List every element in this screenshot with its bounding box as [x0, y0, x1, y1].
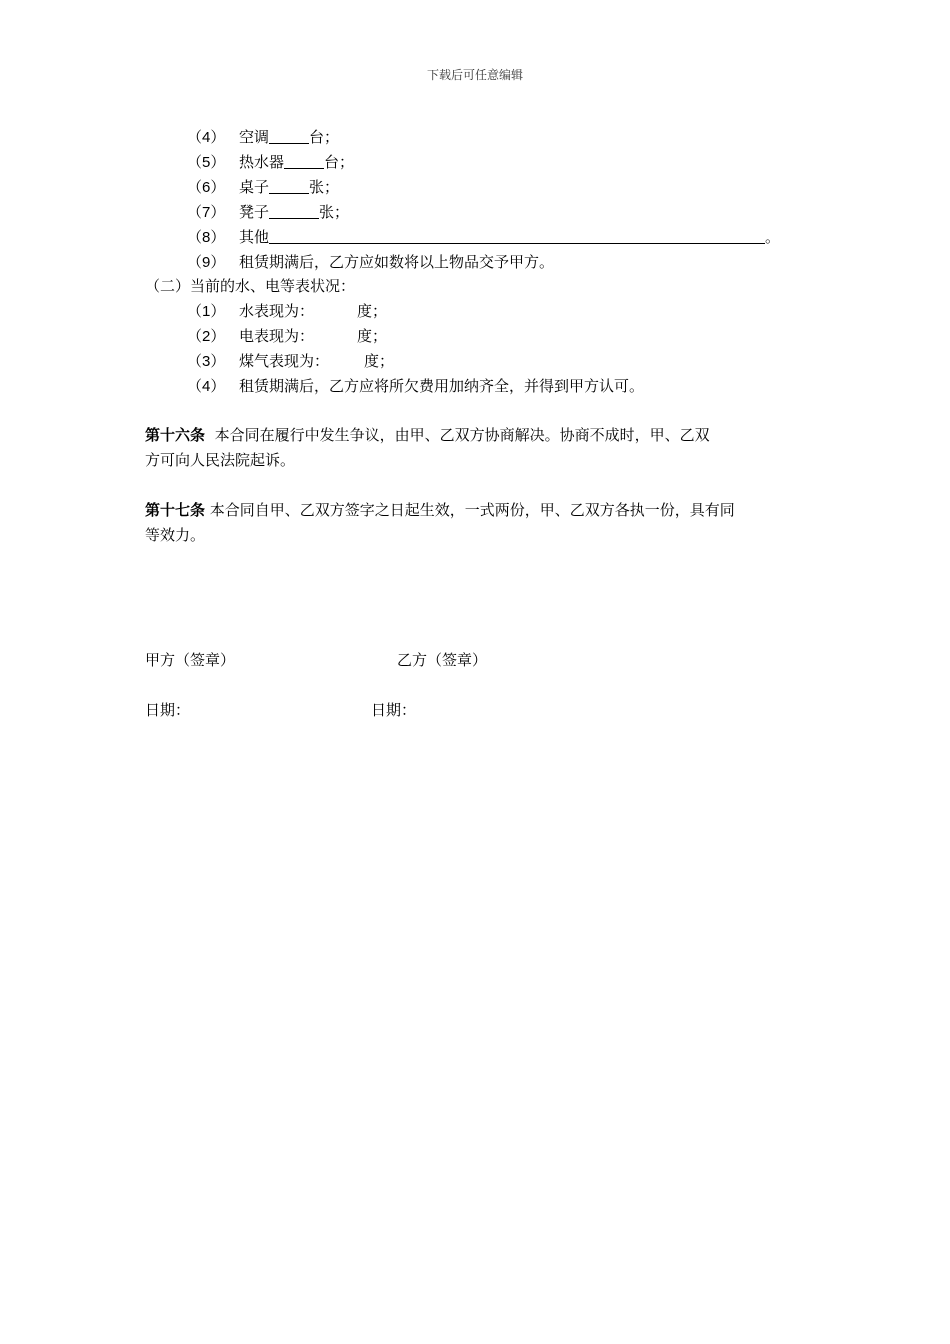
item-label: 租赁期满后，乙方应如数将以上物品交予甲方。: [239, 253, 555, 271]
blank-line: [269, 229, 765, 244]
item-suffix: 台；: [324, 153, 355, 171]
item-suffix: 度；: [357, 302, 388, 320]
item-number: （2）: [187, 328, 226, 345]
article-17: [145, 498, 805, 548]
list-item: [187, 301, 387, 322]
list-item: [187, 252, 554, 273]
list-item: [187, 202, 349, 223]
item-suffix: 张；: [319, 203, 350, 221]
party-b-date: 日期：: [371, 701, 417, 719]
item-label: 电表现为：: [239, 327, 315, 345]
article-text-line: 本合同在履行中发生争议，由甲、乙双方协商解决。协商不成时，甲、乙双: [214, 426, 710, 444]
item-label: 桌子: [239, 178, 270, 196]
page-header: 下载后可任意编辑: [426, 68, 523, 82]
article-text-line: 方可向人民法院起诉。: [145, 451, 296, 469]
section-heading: （二）当前的水、电等表状况：: [145, 277, 356, 295]
item-number: （5）: [187, 154, 226, 171]
item-label: 凳子: [239, 203, 270, 221]
blank-line: [269, 129, 309, 144]
item-suffix: 台；: [309, 128, 340, 146]
article-16: [145, 423, 805, 473]
item-number: （8）: [187, 229, 226, 246]
item-suffix: 张；: [309, 178, 340, 196]
item-label: 空调: [239, 128, 270, 146]
item-number: （7）: [187, 204, 226, 221]
party-a-signature: 甲方（签章）: [145, 651, 236, 669]
blank-line: [269, 204, 319, 219]
list-item: [187, 152, 354, 173]
list-item: [187, 376, 644, 397]
item-label: 煤气表现为：: [239, 352, 330, 370]
item-number: （4）: [187, 378, 226, 395]
item-number: （1）: [187, 303, 226, 320]
article-title: 第十七条: [145, 501, 206, 519]
party-a-date: 日期：: [145, 701, 191, 719]
list-item: [187, 227, 780, 248]
item-label: 热水器: [239, 153, 285, 171]
item-label: 其他: [239, 228, 270, 246]
item-suffix: 。: [765, 228, 781, 246]
item-label: 租赁期满后，乙方应将所欠费用加纳齐全，并得到甲方认可。: [239, 377, 645, 395]
list-item: [187, 351, 394, 372]
party-b-signature: 乙方（签章）: [397, 651, 488, 669]
item-number: （9）: [187, 254, 226, 271]
blank-line: [284, 154, 324, 169]
list-item: [187, 127, 339, 148]
item-number: （3）: [187, 353, 226, 370]
item-number: （6）: [187, 179, 226, 196]
blank-line: [269, 179, 309, 194]
list-item: [187, 326, 387, 347]
article-text-line: 本合同自甲、乙双方签字之日起生效，一式两份，甲、乙双方各执一份，具有同: [209, 501, 735, 519]
article-text-line: 等效力。: [145, 526, 206, 544]
item-label: 水表现为：: [239, 302, 315, 320]
item-number: （4）: [187, 129, 226, 146]
article-title: 第十六条: [145, 426, 206, 444]
item-suffix: 度；: [357, 327, 388, 345]
list-item: [187, 177, 339, 198]
item-suffix: 度；: [364, 352, 395, 370]
